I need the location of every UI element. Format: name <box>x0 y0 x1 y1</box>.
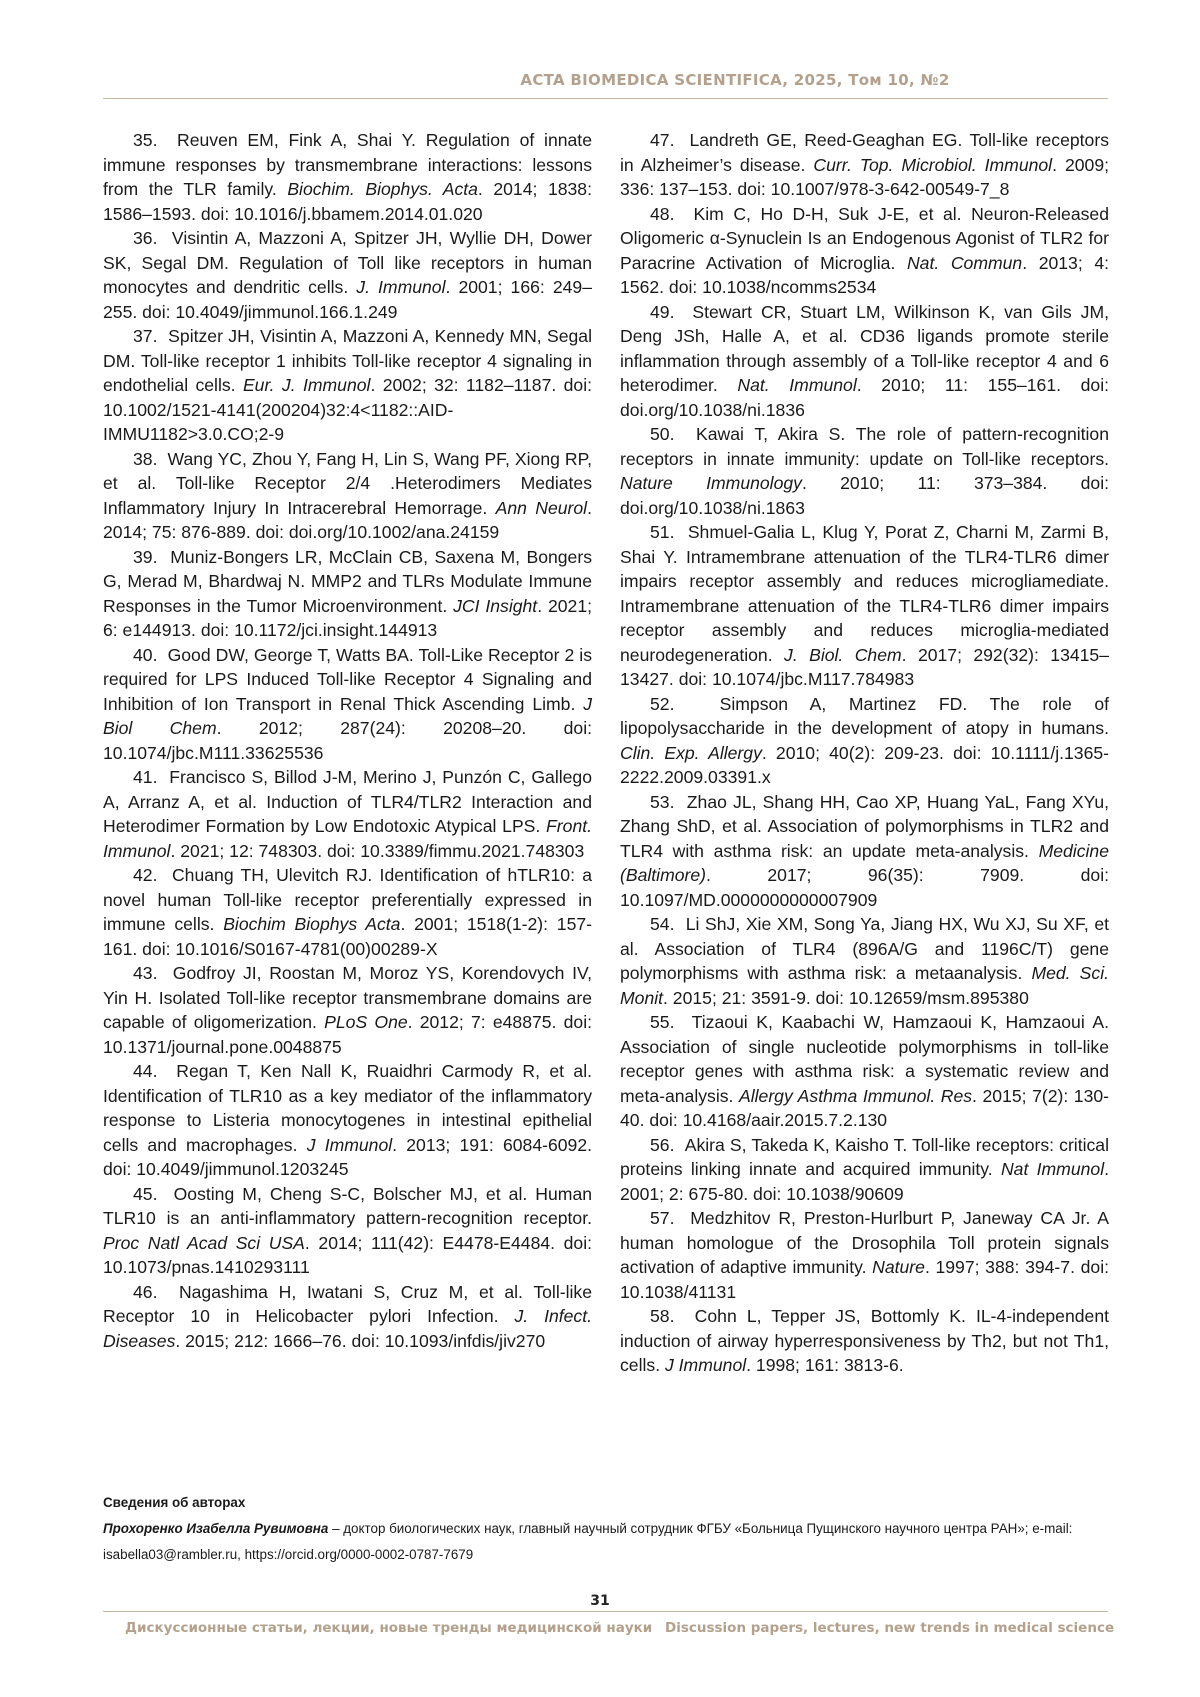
reference-authors-title: Tizaoui K, Kaabachi W, Hamzaoui K, Hamzaoui A. Association of single nucleotide polymorphisms in toll-like receptor genes with asthma risk: a systematic review and meta-analysis. <box>620 1012 1109 1106</box>
reference-authors-title: Akira S, Takeda K, Kaisho T. Toll-like receptors: critical proteins linking innate and acquired immunity. <box>620 1134 1109 1179</box>
reference-number: 52. <box>650 693 675 714</box>
reference-citation-details: . 2015; 21: 3591-9. doi: 10.12659/msm.895380 <box>663 987 1029 1008</box>
reference-item <box>620 912 1109 1010</box>
footer-rule <box>103 1611 1108 1612</box>
reference-number: 55. <box>650 1012 675 1032</box>
reference-number: 49. <box>650 301 675 322</box>
reference-citation-details: . 2010; 40(2): 209-23. doi: 10.1111/j.1365-2222.2009.03391.x <box>620 742 1109 787</box>
references-column-right <box>620 128 1109 1378</box>
reference-citation-details: . 2001; 2: 675-80. doi: 10.1038/90609 <box>620 1159 1109 1204</box>
header-rule <box>103 98 1108 99</box>
reference-number: 39. <box>133 546 158 567</box>
reference-authors-title: Simpson A, Martinez FD. The role of lipopolysaccharide in the development of atopy in humans. <box>620 693 1109 738</box>
reference-authors-title: Visintin A, Mazzoni A, Spitzer JH, Wyllie DH, Dower SK, Segal DM. Regulation of Toll like receptors in human monocytes and dendritic cells. <box>103 228 592 297</box>
reference-authors-title: Kawai T, Akira S. The role of pattern-recognition receptors in innate immunity: update on Toll-like receptors. <box>620 424 1109 469</box>
reference-journal: PLoS One <box>324 1012 408 1032</box>
reference-item <box>103 545 592 643</box>
author-info-heading: Сведения об авторах <box>103 1495 246 1510</box>
reference-journal: J Immunol <box>306 1134 393 1155</box>
reference-citation-details: . 2001; 166: 249–255. doi: 10.4049/jimmunol.166.1.249 <box>103 277 592 322</box>
reference-number: 44. <box>133 1061 158 1081</box>
reference-citation-details: . 2015; 212: 1666–76. doi: 10.1093/infdis/jiv270 <box>175 1330 546 1351</box>
reference-item <box>620 1010 1109 1133</box>
reference-journal: Proc Natl Acad Sci USA <box>103 1232 305 1253</box>
reference-item <box>103 447 592 545</box>
reference-citation-details: . 2017; 96(35): 7909. doi: 10.1097/MD.0000000000007909 <box>620 865 1109 910</box>
reference-item <box>620 790 1109 913</box>
reference-journal: J. Infect. Diseases <box>103 1306 592 1351</box>
reference-citation-details: . 2001; 1518(1-2): 157-161. doi: 10.1016/S0167-4781(00)00289-X <box>103 914 593 959</box>
reference-item <box>620 128 1109 202</box>
reference-number: 56. <box>650 1134 675 1155</box>
reference-number: 42. <box>133 865 158 885</box>
reference-authors-title: Oosting M, Cheng S-C, Bolscher MJ, et al. Human TLR10 is an anti-inflammatory pattern-recognition receptor. <box>103 1183 593 1228</box>
reference-number: 58. <box>650 1306 675 1326</box>
reference-citation-details: . 2014; 1838: 1586–1593. doi: 10.1016/j.bbamem.2014.01.020 <box>103 179 592 224</box>
reference-citation-details: . 2002; 32: 1182–1187. doi: 10.1002/1521-4141(200204)32:4<1182::AID-IMMU1182>3.0.CO;2-9 <box>103 375 592 444</box>
reference-item <box>103 1059 592 1182</box>
author-info <box>103 1490 1108 1568</box>
reference-journal: Allergy Asthma Immunol. Res <box>738 1085 973 1106</box>
reference-citation-details: . 2010; 11: 155–161. doi: doi.org/10.1038/ni.1836 <box>620 375 1109 420</box>
author-details: – доктор биологических наук, главный научный сотрудник ФГБУ «Больница Пущинского научного центра РАН»; e-mail: isabella03@rambler.ru, https://orcid.org/0000-0002-0787-7679 <box>103 1521 1073 1562</box>
reference-item <box>620 202 1109 300</box>
reference-item <box>103 961 592 1059</box>
reference-item <box>103 128 592 226</box>
reference-authors-title: Wang YC, Zhou Y, Fang H, Lin S, Wang PF, Xiong RP, et al. Toll-like Receptor 2/4 .Heterodimers Mediates Inflammatory Injury In Intracerebral Hemorrage. <box>103 448 592 518</box>
reference-citation-details: . 2012; 287(24): 20208–20. doi: 10.1074/jbc.M111.33625536 <box>103 718 592 763</box>
reference-authors-title: Cohn L, Tepper JS, Bottomly K. IL-4-independent induction of airway hyperresponsiveness by Th2, but not Th1, cells. <box>620 1306 1109 1375</box>
references-column-left <box>103 128 592 1353</box>
reference-citation-details: . 2017; 292(32): 13415–13427. doi: 10.1074/jbc.M117.784983 <box>620 644 1109 689</box>
reference-item <box>103 765 592 863</box>
reference-citation-details: . 2009; 336: 137–153. doi: 10.1007/978-3-642-00549-7_8 <box>620 154 1109 199</box>
reference-item <box>103 1280 592 1354</box>
reference-item <box>620 422 1109 520</box>
reference-authors-title: Spitzer JH, Visintin A, Mazzoni A, Kennedy MN, Segal DM. Toll-like receptor 1 inhibits Toll-like receptor 4 signaling in endothelial cells. <box>103 326 593 395</box>
reference-citation-details: . 2014; 75: 876-889. doi: doi.org/10.1002/ana.24159 <box>103 497 592 542</box>
reference-authors-title: Godfroy JI, Roostan M, Moroz YS, Korendovych IV, Yin H. Isolated Toll-like receptor transmembrane domains are capable of oligomerization. <box>103 963 592 1032</box>
reference-number: 45. <box>133 1183 158 1204</box>
reference-journal: Eur. J. Immunol <box>242 375 371 395</box>
footer-section-en: Discussion papers, lectures, new trends in medical science <box>665 1620 1115 1636</box>
reference-item <box>620 520 1109 692</box>
author-info-body <box>103 1516 1108 1568</box>
reference-number: 47. <box>650 130 675 150</box>
reference-authors-title: Zhao JL, Shang HH, Cao XP, Huang YaL, Fang XYu, Zhang ShD, et al. Association of polymorphisms in TLR2 and TLR4 with asthma risk: an update meta-analysis. <box>620 791 1110 861</box>
reference-citation-details: . 2021; 6: e144913. doi: 10.1172/jci.insight.144913 <box>103 595 592 640</box>
reference-number: 50. <box>650 424 675 444</box>
reference-authors-title: Kim C, Ho D-H, Suk J-E, et al. Neuron-Released Oligomeric α-Synuclein Is an Endogenous Agonist of TLR2 for Paracrine Activation of Microglia. <box>620 203 1109 273</box>
reference-number: 43. <box>133 963 158 983</box>
reference-journal: Nature <box>872 1257 925 1277</box>
reference-item <box>103 226 592 324</box>
reference-number: 40. <box>133 644 158 665</box>
reference-citation-details: . 1997; 388: 394-7. doi: 10.1038/41131 <box>620 1257 1109 1302</box>
reference-authors-title: Landreth GE, Reed-Geaghan EG. Toll-like receptors in Alzheimer’s disease. <box>620 130 1109 175</box>
author-name: Прохоренко Изабелла Рувимовна <box>103 1521 329 1536</box>
reference-citation-details: . 2013; 4: 1562. doi: 10.1038/ncomms2534 <box>620 252 1110 297</box>
reference-item <box>620 1304 1109 1378</box>
reference-number: 53. <box>650 791 675 812</box>
reference-journal: Clin. Exp. Allergy <box>620 742 762 763</box>
reference-item <box>620 692 1109 790</box>
reference-citation-details: . 2013; 191: 6084-6092. doi: 10.4049/jimmunol.1203245 <box>103 1134 592 1179</box>
reference-authors-title: Muniz-Bongers LR, McClain CB, Saxena M, Bongers G, Merad M, Bhardwaj N. MMP2 and TLRs Modulate Immune Responses in the Tumor Microenvironment. <box>103 546 592 616</box>
reference-journal: J Biol Chem <box>103 693 592 738</box>
reference-journal: J Immunol <box>664 1355 747 1375</box>
reference-citation-details: . 2021; 12: 748303. doi: 10.3389/fimmu.2021.748303 <box>170 840 585 861</box>
reference-number: 36. <box>133 228 158 248</box>
reference-journal: Curr. Top. Microbiol. Immunol <box>813 154 1053 175</box>
reference-item <box>103 1182 592 1280</box>
reference-item <box>103 643 592 766</box>
reference-journal: Nat. Commun <box>906 252 1023 273</box>
reference-journal: JCI Insight <box>453 595 538 616</box>
reference-number: 48. <box>650 203 675 224</box>
reference-authors-title: Shmuel-Galia L, Klug Y, Porat Z, Charni M, Zarmi B, Shai Y. Intramembrane attenuation of the TLR4-TLR6 dimer impairs receptor assembly and reduces microgliamediate. Intramembrane attenuation of the TLR4-TLR6 dimer impairs receptor assembly and reduces microglia-mediated neurodegeneration. <box>620 522 1109 665</box>
reference-authors-title: Francisco S, Billod J-M, Merino J, Punzón C, Gallego A, Arranz A, et al. Induction of TLR4/TLR2 Interaction and Heterodimer Formation by Low Endotoxic Atypical LPS. <box>103 767 592 836</box>
footer-section-ru: Дискуссионные статьи, лекции, новые тренды медицинской науки <box>125 1620 653 1636</box>
reference-citation-details: . 2010; 11: 373–384. doi: doi.org/10.1038/ni.1863 <box>620 473 1109 518</box>
reference-citation-details: . 2012; 7: e48875. doi: 10.1371/journal.pone.0048875 <box>103 1012 593 1057</box>
reference-number: 54. <box>650 914 675 934</box>
reference-authors-title: Regan T, Ken Nall K, Ruaidhri Carmody R, et al. Identification of TLR10 as a key mediator of the inflammatory response to Listeria monocytogenes in intestinal epithelial cells and macrophages. <box>103 1061 592 1155</box>
reference-journal: Nature Immunology <box>620 473 802 493</box>
reference-journal: Nat Immunol <box>1000 1159 1105 1179</box>
reference-number: 51. <box>650 522 675 542</box>
reference-citation-details: . 2014; 111(42): E4478-E4484. doi: 10.1073/pnas.1410293111 <box>103 1232 592 1277</box>
reference-journal: Front. Immunol <box>103 816 592 861</box>
reference-authors-title: Chuang TH, Ulevitch RJ. Identification of hTLR10: a novel human Toll-like receptor preferentially expressed in immune cells. <box>103 865 593 934</box>
reference-authors-title: Medzhitov R, Preston-Hurlburt P, Janeway CA Jr. A human homologue of the Drosophila Toll protein signals activation of adaptive immunity. <box>620 1208 1109 1277</box>
reference-number: 35. <box>133 130 158 150</box>
reference-journal: J. Biol. Chem <box>784 644 902 665</box>
reference-number: 37. <box>133 326 158 346</box>
reference-authors-title: Good DW, George T, Watts BA. Toll-Like Receptor 2 is required for LPS Induced Toll-like Receptor 4 Signaling and Inhibition of Ion Transport in Renal Thick Ascending Limb. <box>103 644 593 714</box>
reference-journal: Biochim. Biophys. Acta <box>287 179 478 199</box>
reference-authors-title: Stewart CR, Stuart LM, Wilkinson K, van Gils JM, Deng JSh, Halle A, et al. CD36 ligands promote sterile inflammation through assembly of a Toll-like receptor 4 and 6 heterodimer. <box>620 301 1109 395</box>
reference-citation-details: . 1998; 161: 3813-6. <box>746 1355 904 1375</box>
reference-journal: Biochim Biophys Acta <box>223 914 401 934</box>
reference-number: 38. <box>133 448 158 469</box>
reference-authors-title: Li ShJ, Xie XM, Song Ya, Jiang HX, Wu XJ, Su XF, et al. Association of TLR4 (896A/G and 1196C/T) gene polymorphisms with asthma risk: a metaanalysis. <box>620 914 1109 983</box>
reference-authors-title: Reuven EM, Fink A, Shai Y. Regulation of innate immune responses by transmembrane interactions: lessons from the TLR family. <box>103 130 592 199</box>
reference-item <box>103 324 592 447</box>
reference-citation-details: . 2015; 7(2): 130-40. doi: 10.4168/aair.2015.7.2.130 <box>620 1085 1110 1130</box>
reference-item <box>103 863 592 961</box>
reference-number: 46. <box>133 1281 158 1302</box>
reference-number: 57. <box>650 1208 675 1228</box>
journal-header-title: ACTA BIOMEDICA SCIENTIFICA, 2025, Том 10, №2 <box>520 71 950 89</box>
reference-journal: Medicine (Baltimore) <box>620 840 1109 885</box>
reference-number: 41. <box>133 767 158 787</box>
page-number: 31 <box>590 1593 610 1609</box>
reference-authors-title: Nagashima H, Iwatani S, Cruz M, et al. Toll-like Receptor 10 in Helicobacter pylori Infection. <box>103 1281 593 1326</box>
reference-journal: J. Immunol <box>356 277 446 297</box>
reference-journal: Med. Sci. Monit <box>620 963 1109 1008</box>
reference-journal: Nat. Immunol <box>737 375 857 395</box>
reference-item <box>620 300 1109 423</box>
reference-journal: Ann Neurol <box>495 497 588 518</box>
reference-item <box>620 1206 1109 1304</box>
reference-item <box>620 1133 1109 1207</box>
